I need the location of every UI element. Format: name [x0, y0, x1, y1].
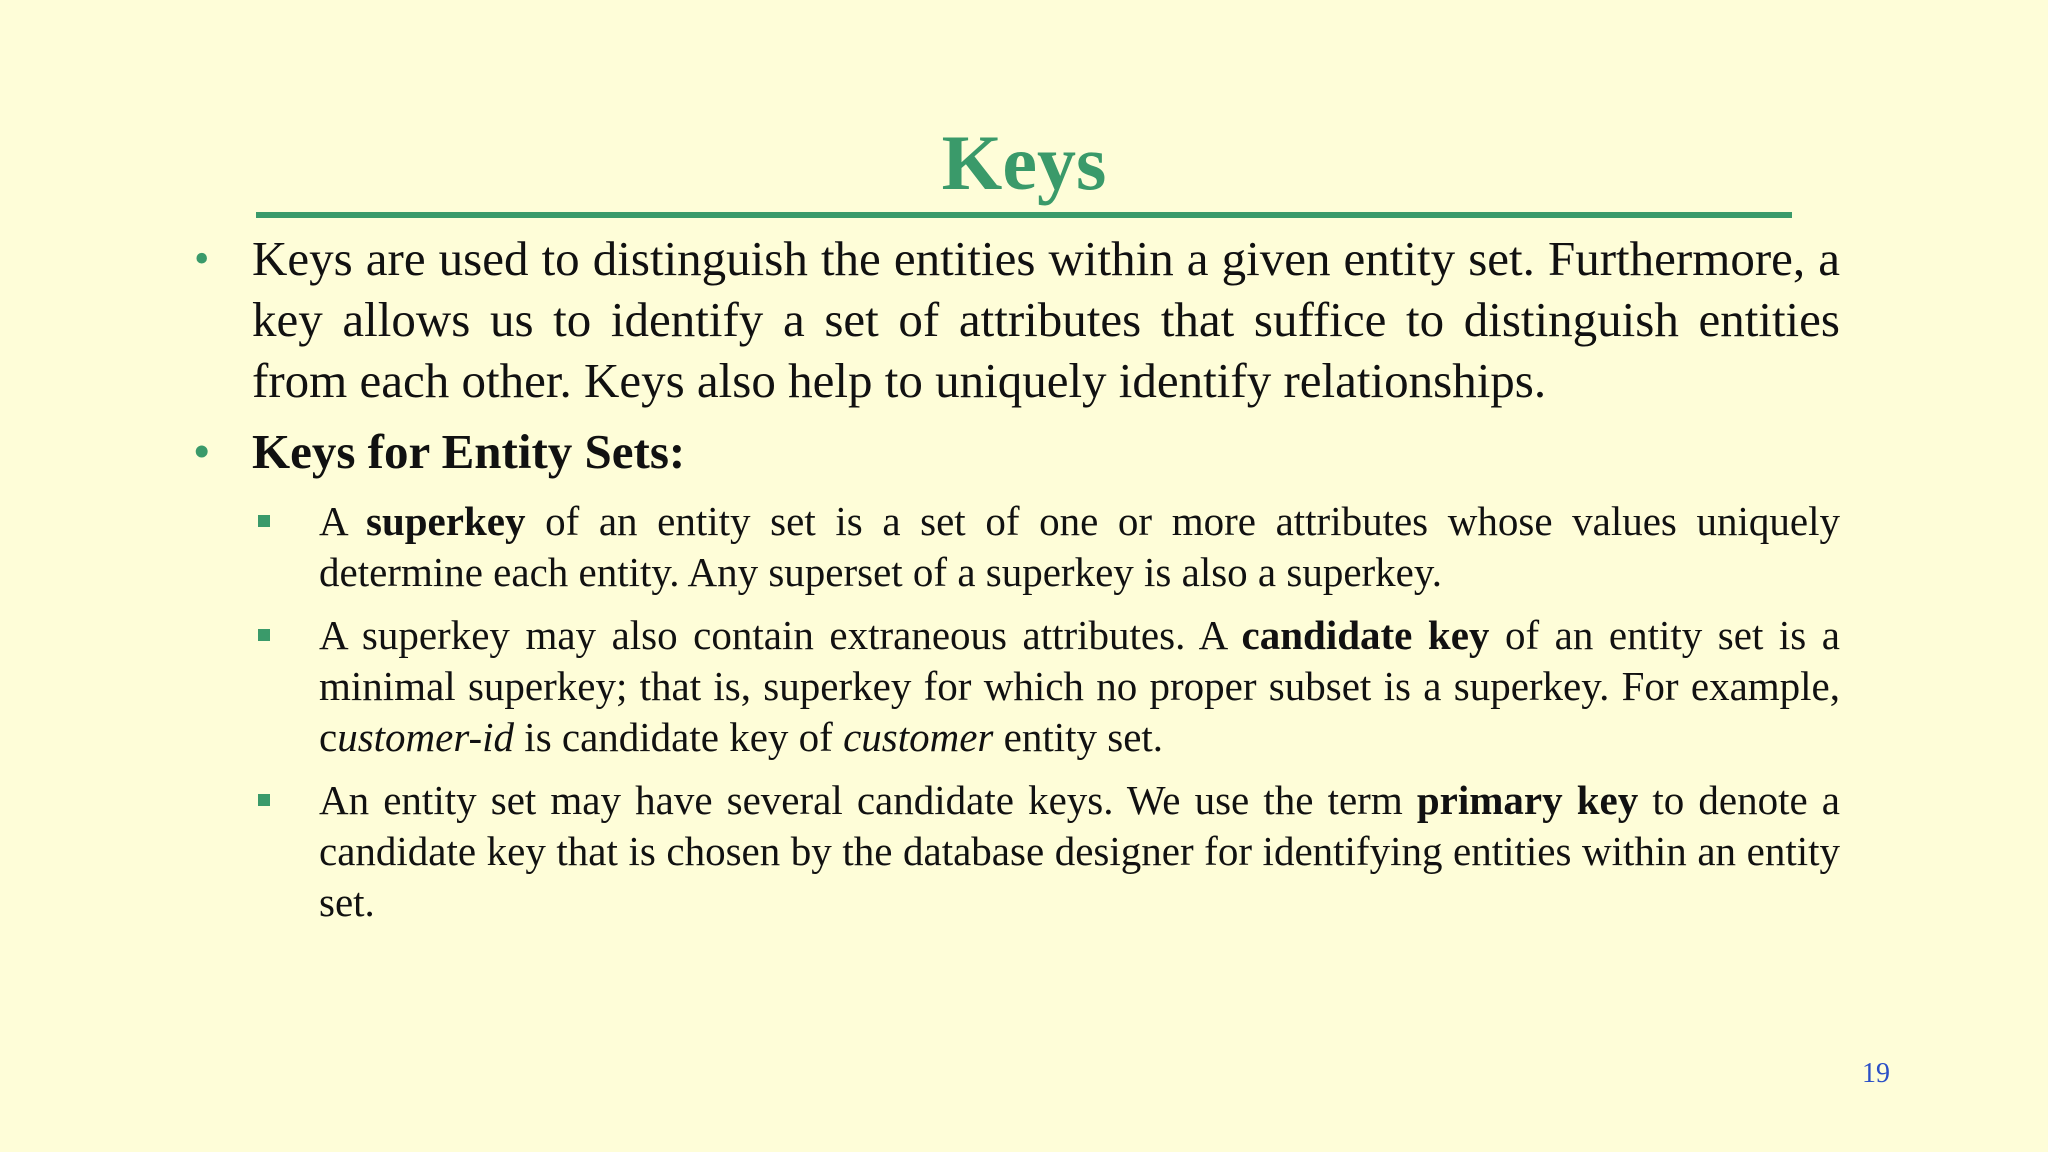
text-run: entity set. — [993, 714, 1164, 760]
text-run: to denote a candidate key that is chosen by the database designer for identifying entities within an entity set. — [319, 777, 1840, 925]
round-bullet-icon: • — [194, 234, 210, 283]
bullet-heading: Keys for Entity Sets: — [252, 424, 686, 479]
term-customer: customer — [843, 714, 994, 760]
page-number: 19 — [1862, 1058, 1890, 1089]
term-candidate-key: candidate key — [1241, 612, 1490, 658]
bullet-keys-intro — [190, 228, 1840, 411]
sub-bullet-candidate-key — [252, 610, 1840, 763]
slide-body — [190, 228, 1840, 940]
text-run: A superkey may also contain extraneous attributes. A — [319, 612, 1242, 658]
square-bullet-icon — [258, 629, 270, 641]
slide-title: Keys — [941, 119, 1107, 206]
term-superkey: superkey — [365, 498, 526, 544]
text-run: of an entity set is a minimal superkey; that is, superkey for which no proper subset is a superkey. For example, c — [319, 612, 1840, 760]
bullet-text: Keys are used to distinguish the entities within a given entity set. Furthermore, a key allows us to identify a set of attributes that suffice to distinguish entities from each other. Keys also help to uniquely identify relationships. — [252, 231, 1840, 408]
text-run: A — [319, 498, 366, 544]
round-bullet-icon: • — [194, 427, 210, 476]
text-run: of an entity set is a set of one or more attributes whose values uniquely determine each entity. Any superset of a superkey is also a superkey. — [319, 498, 1840, 595]
term-customer-id: ustomer-id — [337, 714, 515, 760]
text-run: is candidate key of — [514, 714, 844, 760]
term-primary-key: primary key — [1416, 777, 1639, 823]
sub-bullet-superkey — [252, 496, 1840, 598]
square-bullet-icon — [258, 794, 270, 806]
square-bullet-icon — [258, 515, 270, 527]
text-run: An entity set may have several candidate keys. We use the term — [319, 777, 1417, 823]
title-underline — [256, 212, 1792, 218]
bullet-keys-for-entity-sets — [190, 421, 1840, 482]
sub-bullet-primary-key — [252, 775, 1840, 928]
